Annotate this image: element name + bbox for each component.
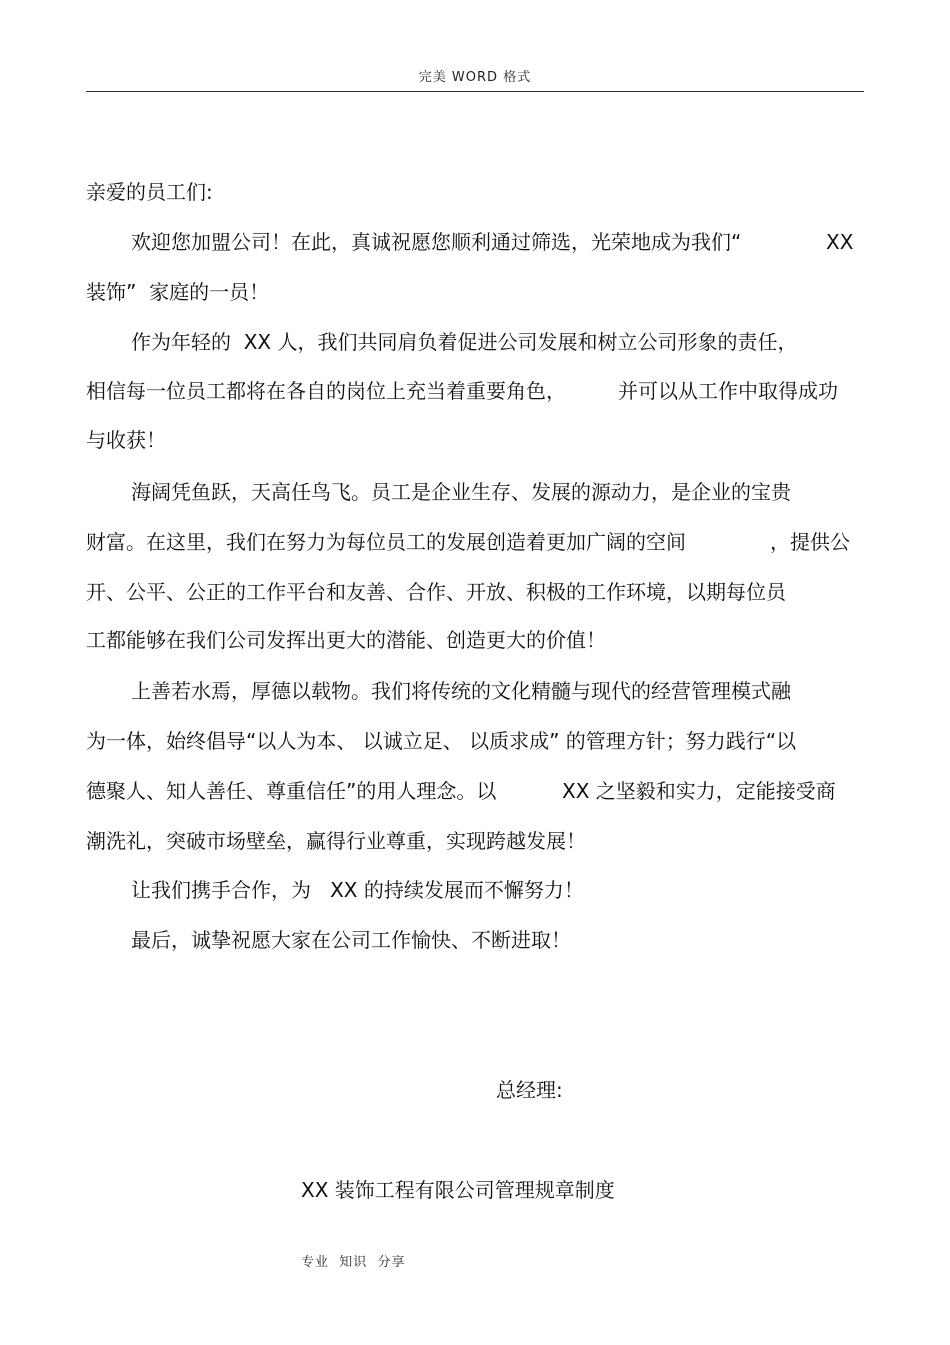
paragraph-6: 最后，诚挚祝愿大家在公司工作愉快、不断进取！ [131,928,571,952]
paragraph-3-line-4: 工都能够在我们公司发挥出更大的潜能、创造更大的价值！ [86,628,606,652]
paragraph-4-line-2: 为一体，始终倡导“以人为本、 以诚立足、 以质求成” 的管理方针；努力践行“以 [86,729,797,753]
paragraph-5: 让我们携手合作，为 XX 的持续发展而不懈努力！ [131,878,584,902]
paragraph-4-line-4: 潮洗礼，突破市场壁垒，赢得行业尊重，实现跨越发展！ [86,829,586,853]
paragraph-4-line-3a: 德聚人、知人善任、尊重信任”的用人理念。以 [86,779,497,803]
paragraph-4-line-1: 上善若水焉，厚德以载物。我们将传统的文化精髓与现代的经营管理模式融 [131,679,791,703]
paragraph-2-line-2a: 相信每一位员工都将在各自的岗位上充当着重要角色， [86,379,566,403]
signature-general-manager: 总经理: [496,1078,563,1102]
paragraph-3-line-1: 海阔凭鱼跃，天高任鸟飞。员工是企业生存、发展的源动力，是企业的宝贵 [131,480,791,504]
paragraph-3-line-2b: ，提供公 [770,530,850,554]
header-rule [86,91,864,92]
paragraph-3-line-2a: 财富。在这里，我们在努力为每位员工的发展创造着更加广阔的空间 [86,530,686,554]
document-title: XX 装饰工程有限公司管理规章制度 [301,1178,615,1202]
page-footer: 专业 知识 分享 [301,1255,406,1270]
paragraph-1-line-2: 装饰” 家庭的一员！ [86,280,270,304]
paragraph-1-line-1: 欢迎您加盟公司！在此，真诚祝愿您顺利通过筛选，光荣地成为我们“ [131,230,742,254]
paragraph-2-line-1: 作为年轻的 XX 人，我们共同肩负着促进公司发展和树立公司形象的责任， [131,330,798,354]
paragraph-2-line-2b: 并可以从工作中取得成功 [618,379,838,403]
paragraph-4-line-3b: XX 之坚毅和实力，定能接受商 [562,779,836,803]
letter-greeting: 亲爱的员工们: [86,180,213,204]
paragraph-3-line-3: 开、公平、公正的工作平台和友善、合作、开放、积极的工作环境，以期每位员 [86,580,786,604]
page-header: 完美 WORD 格式 [418,70,532,85]
paragraph-2-line-3: 与收获！ [86,428,166,452]
paragraph-1-line-1-tail: XX [826,230,854,254]
